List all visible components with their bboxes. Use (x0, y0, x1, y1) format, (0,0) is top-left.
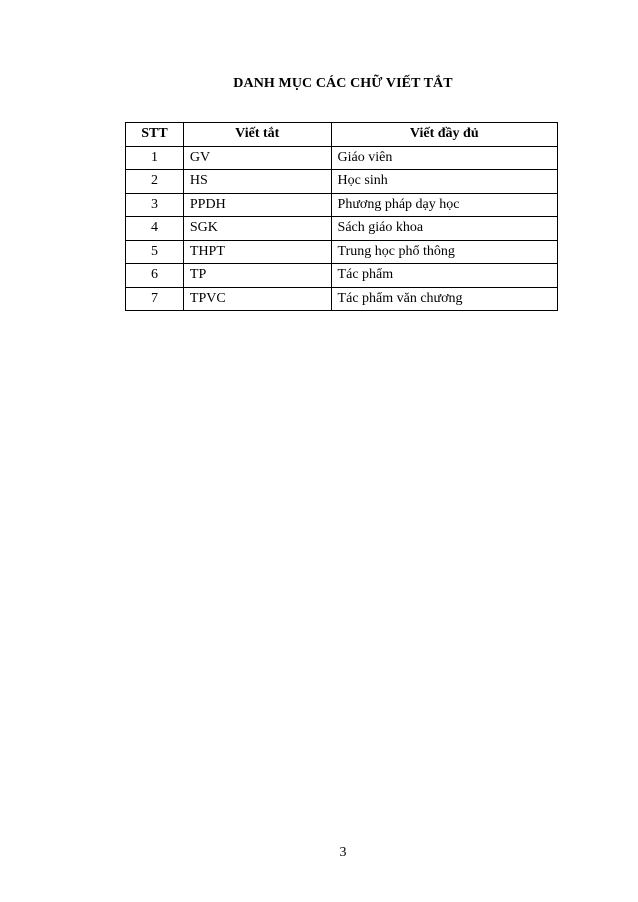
table-header-row (126, 123, 558, 147)
table-row (126, 193, 558, 217)
row-full-form: Tác phẩm văn chương (331, 287, 557, 311)
row-stt: 5 (126, 240, 184, 264)
table-row (126, 240, 558, 264)
row-abbreviation: THPT (183, 240, 331, 264)
page-number: 3 (339, 845, 347, 860)
table-row (126, 287, 558, 311)
row-abbreviation: TPVC (183, 287, 331, 311)
row-full-form: Học sinh (331, 170, 557, 194)
table-row (126, 217, 558, 241)
row-abbreviation: HS (183, 170, 331, 194)
row-stt: 4 (126, 217, 184, 241)
abbreviations-table (125, 122, 558, 311)
row-stt: 3 (126, 193, 184, 217)
header-abbreviation: Viết tắt (183, 123, 331, 147)
row-stt: 1 (126, 146, 184, 170)
row-stt: 6 (126, 264, 184, 288)
row-full-form: Trung học phổ thông (331, 240, 557, 264)
row-full-form: Phương pháp dạy học (331, 193, 557, 217)
row-abbreviation: PPDH (183, 193, 331, 217)
row-full-form: Sách giáo khoa (331, 217, 557, 241)
table-row (126, 146, 558, 170)
row-full-form: Giáo viên (331, 146, 557, 170)
row-stt: 2 (126, 170, 184, 194)
table-row (126, 264, 558, 288)
header-stt: STT (126, 123, 184, 147)
row-stt: 7 (126, 287, 184, 311)
table-row (126, 170, 558, 194)
row-abbreviation: TP (183, 264, 331, 288)
row-abbreviation: SGK (183, 217, 331, 241)
row-full-form: Tác phẩm (331, 264, 557, 288)
row-abbreviation: GV (183, 146, 331, 170)
page-title: DANH MỤC CÁC CHỮ VIẾT TẮT (233, 76, 453, 91)
header-full-form: Viết đầy đủ (331, 123, 557, 147)
